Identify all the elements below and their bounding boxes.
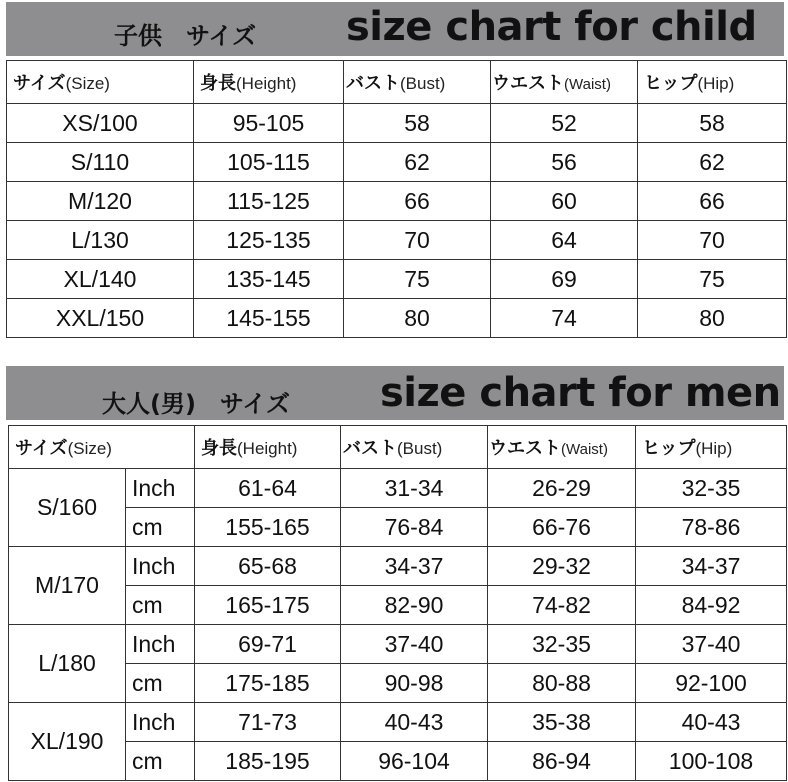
height-cell: 115-125 (194, 182, 344, 221)
header-waist: ウエスト(Waist) (491, 61, 638, 104)
unit-cell: Inch (126, 625, 195, 664)
bust-cell: 70 (344, 221, 491, 260)
bust-cell: 34-37 (341, 547, 488, 586)
size-cell: M/120 (7, 182, 194, 221)
size-cell: M/170 (9, 547, 126, 625)
hip-cell: 75 (638, 260, 787, 299)
unit-cell: Inch (126, 703, 195, 742)
waist-cell: 74 (491, 299, 638, 338)
waist-cell: 56 (491, 143, 638, 182)
bust-cell: 31-34 (341, 469, 488, 508)
waist-cell: 64 (491, 221, 638, 260)
child-size-table (6, 60, 787, 338)
hip-cell: 37-40 (636, 625, 787, 664)
unit-cell: cm (126, 508, 195, 547)
size-cell: XXL/150 (7, 299, 194, 338)
waist-cell: 69 (491, 260, 638, 299)
hip-cell: 78-86 (636, 508, 787, 547)
bust-cell: 66 (344, 182, 491, 221)
header-bust: バスト(Bust) (341, 426, 488, 469)
men-header-row (9, 426, 787, 469)
table-row (9, 469, 787, 508)
bust-cell: 58 (344, 104, 491, 143)
bust-cell: 76-84 (341, 508, 488, 547)
unit-cell: cm (126, 742, 195, 781)
table-row (9, 586, 787, 625)
waist-cell: 74-82 (488, 586, 636, 625)
size-cell: L/180 (9, 625, 126, 703)
waist-cell: 35-38 (488, 703, 636, 742)
height-cell: 71-73 (195, 703, 341, 742)
child-title-band (6, 2, 784, 56)
child-header-row (7, 61, 787, 104)
hip-cell: 80 (638, 299, 787, 338)
table-row (7, 143, 787, 182)
bust-cell: 90-98 (341, 664, 488, 703)
size-cell: S/160 (9, 469, 126, 547)
hip-cell: 100-108 (636, 742, 787, 781)
size-cell: L/130 (7, 221, 194, 260)
height-cell: 145-155 (194, 299, 344, 338)
table-row (9, 508, 787, 547)
hip-cell: 92-100 (636, 664, 787, 703)
men-size-table (8, 425, 787, 781)
height-cell: 105-115 (194, 143, 344, 182)
waist-cell: 32-35 (488, 625, 636, 664)
hip-cell: 84-92 (636, 586, 787, 625)
table-row (9, 703, 787, 742)
hip-cell: 62 (638, 143, 787, 182)
header-size: サイズ(Size) (9, 426, 195, 469)
hip-cell: 40-43 (636, 703, 787, 742)
waist-cell: 60 (491, 182, 638, 221)
height-cell: 69-71 (195, 625, 341, 664)
hip-cell: 32-35 (636, 469, 787, 508)
header-hip: ヒップ(Hip) (638, 61, 787, 104)
unit-cell: cm (126, 586, 195, 625)
bust-cell: 40-43 (341, 703, 488, 742)
child-title-jp: 子供 サイズ (114, 22, 257, 50)
men-title-band (6, 366, 784, 420)
table-row (7, 182, 787, 221)
table-row (7, 299, 787, 338)
size-cell: S/110 (7, 143, 194, 182)
bust-cell: 80 (344, 299, 491, 338)
size-cell: XS/100 (7, 104, 194, 143)
height-cell: 135-145 (194, 260, 344, 299)
men-title-en: size chart for men (380, 370, 781, 416)
height-cell: 165-175 (195, 586, 341, 625)
height-cell: 61-64 (195, 469, 341, 508)
size-cell: XL/140 (7, 260, 194, 299)
table-row (7, 260, 787, 299)
header-height: 身長(Height) (195, 426, 341, 469)
hip-cell: 66 (638, 182, 787, 221)
height-cell: 95-105 (194, 104, 344, 143)
height-cell: 185-195 (195, 742, 341, 781)
hip-cell: 70 (638, 221, 787, 260)
waist-cell: 86-94 (488, 742, 636, 781)
table-row (9, 547, 787, 586)
table-row (9, 742, 787, 781)
bust-cell: 82-90 (341, 586, 488, 625)
men-title-jp: 大人(男) サイズ (102, 390, 291, 418)
bust-cell: 75 (344, 260, 491, 299)
table-row (7, 221, 787, 260)
bust-cell: 96-104 (341, 742, 488, 781)
height-cell: 125-135 (194, 221, 344, 260)
bust-cell: 62 (344, 143, 491, 182)
waist-cell: 52 (491, 104, 638, 143)
height-cell: 175-185 (195, 664, 341, 703)
waist-cell: 80-88 (488, 664, 636, 703)
table-row (9, 625, 787, 664)
table-row (9, 664, 787, 703)
waist-cell: 66-76 (488, 508, 636, 547)
header-height: 身長(Height) (194, 61, 344, 104)
hip-cell: 34-37 (636, 547, 787, 586)
unit-cell: cm (126, 664, 195, 703)
header-hip: ヒップ(Hip) (636, 426, 787, 469)
unit-cell: Inch (126, 469, 195, 508)
height-cell: 65-68 (195, 547, 341, 586)
size-cell: XL/190 (9, 703, 126, 781)
height-cell: 155-165 (195, 508, 341, 547)
table-row (7, 104, 787, 143)
bust-cell: 37-40 (341, 625, 488, 664)
header-bust: バスト(Bust) (344, 61, 491, 104)
waist-cell: 29-32 (488, 547, 636, 586)
unit-cell: Inch (126, 547, 195, 586)
hip-cell: 58 (638, 104, 787, 143)
header-waist: ウエスト(Waist) (488, 426, 636, 469)
waist-cell: 26-29 (488, 469, 636, 508)
header-size: サイズ(Size) (7, 61, 194, 104)
child-title-en: size chart for child (346, 4, 757, 50)
